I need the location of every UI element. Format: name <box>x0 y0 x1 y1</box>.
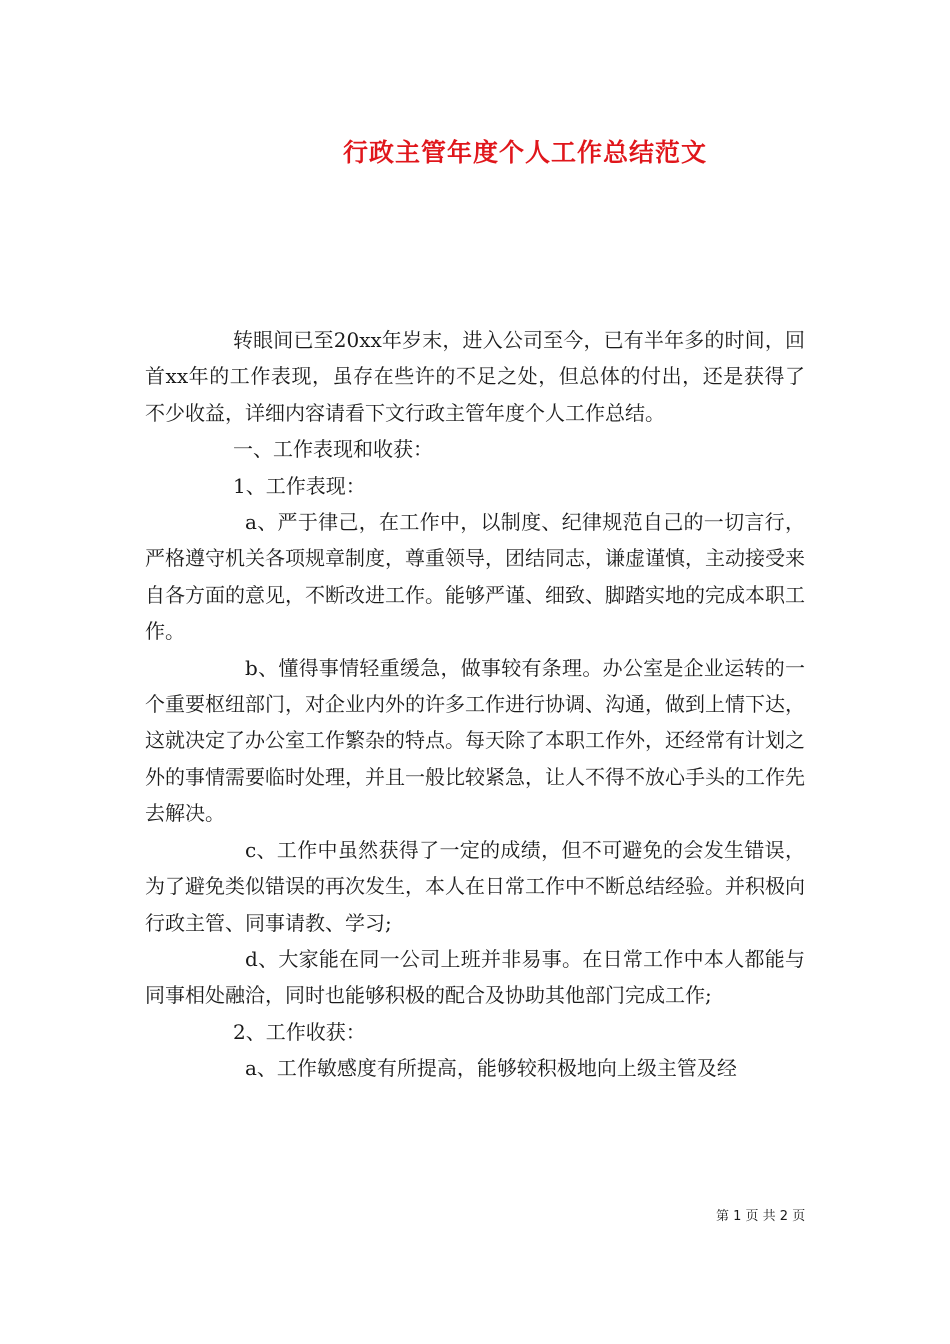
paragraph-item-b: b、懂得事情轻重缓急，做事较有条理。办公室是企业运转的一个重要枢纽部门，对企业内外的许多工作进行协调、沟通，做到上情下达，这就决定了办公室工作繁杂的特点。每天除了本职工作外，还经常有计划之外的事情需要临时处理，并且一般比较紧急，让人不得不放心手头的工作先去解决。 <box>145 655 805 826</box>
section-heading: 一、工作表现和收获： <box>233 437 433 462</box>
document-body <box>145 322 805 1087</box>
page-number: 第 1 页 共 2 页 <box>716 1209 806 1224</box>
subsection-heading-2: 2、工作收获： <box>233 1019 366 1044</box>
paragraph-item-a: a、严于律己，在工作中，以制度、纪律规范自己的一切言行，严格遵守机关各项规章制度，尊重领导，团结同志，谦虚谨慎，主动接受来自各方面的意见，不断改进工作。能够严谨、细致、脚踏实地的完成本职工作。 <box>145 510 805 644</box>
paragraph-item-d: d、大家能在同一公司上班并非易事。在日常工作中本人都能与同事相处融洽，同时也能够积极的配合及协助其他部门完成工作; <box>145 946 805 1008</box>
document-title: 行政主管年度个人工作总结范文 <box>342 138 707 167</box>
paragraph-gain-a: a、工作敏感度有所提高，能够较积极地向上级主管及经 <box>245 1056 737 1081</box>
paragraph-item-c: c、工作中虽然获得了一定的成绩，但不可避免的会发生错误，为了避免类似错误的再次发生，本人在日常工作中不断总结经验。并积极向行政主管、同事请教、学习; <box>145 837 805 935</box>
subsection-heading: 1、工作表现： <box>233 473 366 498</box>
paragraph-intro: 转眼间已至20xx年岁末，进入公司至今，已有半年多的时间，回首xx年的工作表现，虽存在些许的不足之处，但总体的付出，还是获得了不少收益，详细内容请看下文行政主管年度个人工作总结。 <box>145 328 805 425</box>
